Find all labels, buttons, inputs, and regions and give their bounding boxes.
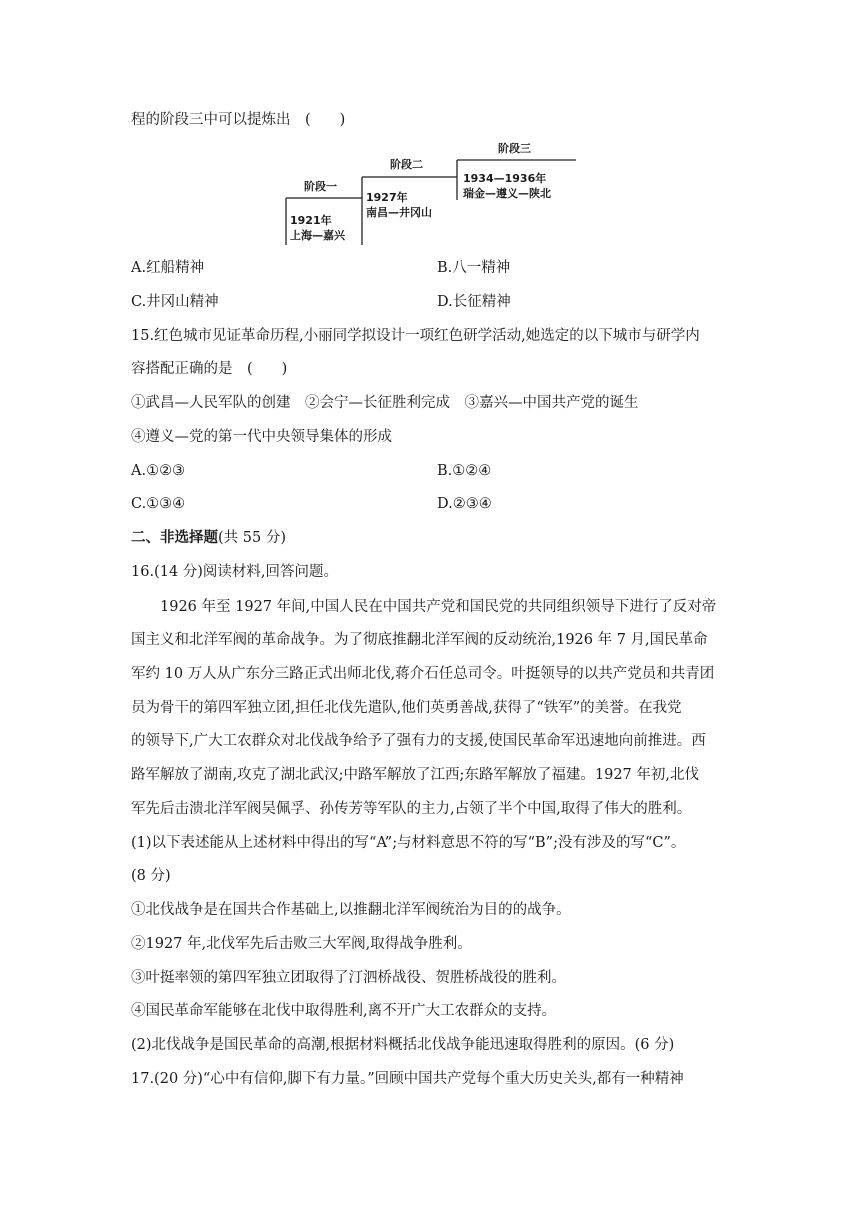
q16-statement: ③叶挺率领的第四军独立团取得了汀泗桥战役、贺胜桥战役的胜利。: [131, 970, 566, 986]
stage2-place: 南昌—井冈山: [366, 206, 432, 219]
stage1-place: 上海—嘉兴: [290, 229, 345, 242]
q15-stem-line1: 15.红色城市见证革命历程,小丽同学拟设计一项红色研学活动,她选定的以下城市与研学内: [131, 328, 700, 344]
q14-option-c: C.井冈山精神: [131, 294, 219, 310]
q16-stem: 16.(14 分)阅读材料,回答问题。: [131, 564, 339, 580]
q16-sub1-line2: (8 分): [131, 868, 171, 884]
q16-sub1-line1: (1)以下表述能从上述材料中得出的写“A”;与材料意思不符的写“B”;没有涉及的写“C”。: [131, 835, 686, 851]
stage3-label: 阶段三: [498, 142, 531, 155]
stage1-label: 阶段一: [304, 180, 337, 193]
stage3-year: 1934—1936年: [463, 172, 547, 185]
stage3-place: 瑞金—遵义—陕北: [463, 187, 551, 200]
q16-material-line: 路军解放了湖南,攻克了湖北武汉;中路军解放了江西;东路军解放了福建。1927 年初,北伐: [131, 767, 699, 783]
q16-material-line: 军先后击溃北洋军阀吴佩孚、孙传芳等军队的主力,占领了半个中国,取得了伟大的胜利。: [131, 801, 692, 817]
q16-material-line: 1926 年至 1927 年间,中国人民在中国共产党和国民党的共同组织领导下进行了反对帝: [160, 599, 717, 615]
q16-statement: ②1927 年,北伐军先后击败三大军阀,取得战争胜利。: [131, 936, 472, 952]
q17-stem: 17.(20 分)“心中有信仰,脚下有力量。”回顾中国共产党每个重大历史关头,都有一种精神: [131, 1071, 684, 1087]
q15-option-b: B.①②④: [437, 463, 492, 479]
stage1-year: 1921年: [290, 214, 332, 227]
q16-sub2: (2)北伐战争是国民革命的高潮,根据材料概括北伐战争能迅速取得胜利的原因。(6 分): [131, 1037, 675, 1053]
stage2-year: 1927年: [366, 191, 408, 204]
q16-material-line: 国主义和北洋军阀的革命战争。为了彻底推翻北洋军阀的反动统治,1926 年 7 月,国民革命: [131, 632, 708, 648]
q16-material-line: 的领导下,广大工农群众对北伐战争给予了强有力的支援,使国民革命军迅速地向前推进。西: [131, 733, 706, 749]
q15-items-line2: ④遵义—党的第一代中央领导集体的形成: [131, 429, 392, 445]
q15-option-c: C.①③④: [131, 496, 186, 512]
section2-heading: [131, 528, 286, 548]
q16-material-line: 员为骨干的第四军独立团,担任北伐先遣队,他们英勇善战,获得了“铁军”的美誉。在我党: [131, 700, 682, 716]
stage2-label: 阶段二: [390, 158, 423, 171]
q14-option-a: A.红船精神: [131, 260, 205, 276]
section2-title: 二、非选择题: [131, 529, 218, 546]
q14-option-b: B.八一精神: [437, 260, 511, 276]
q15-option-d: D.②③④: [437, 496, 492, 512]
q15-items-line1: ①武昌—人民军队的创建 ②会宁—长征胜利完成 ③嘉兴—中国共产党的诞生: [131, 395, 639, 411]
q16-statement: ④国民革命军能够在北伐中取得胜利,离不开广大工农群众的支持。: [131, 1003, 557, 1019]
q15-stem-line2: 容搭配正确的是 ( ): [131, 361, 288, 377]
q14-stem: 程的阶段三中可以提炼出 ( ): [131, 112, 346, 128]
q15-option-a: A.①②③: [131, 463, 186, 479]
stage-timeline-diagram: [270, 140, 590, 250]
q16-material-line: 军约 10 万人从广东分三路正式出师北伐,蒋介石任总司令。叶挺领导的以共产党员和共青团: [131, 666, 715, 682]
q14-option-d: D.长征精神: [437, 294, 511, 310]
q16-statement: ①北伐战争是在国共合作基础上,以推翻北洋军阀统治为目的的战争。: [131, 902, 571, 918]
section2-points: (共 55 分): [218, 530, 286, 546]
